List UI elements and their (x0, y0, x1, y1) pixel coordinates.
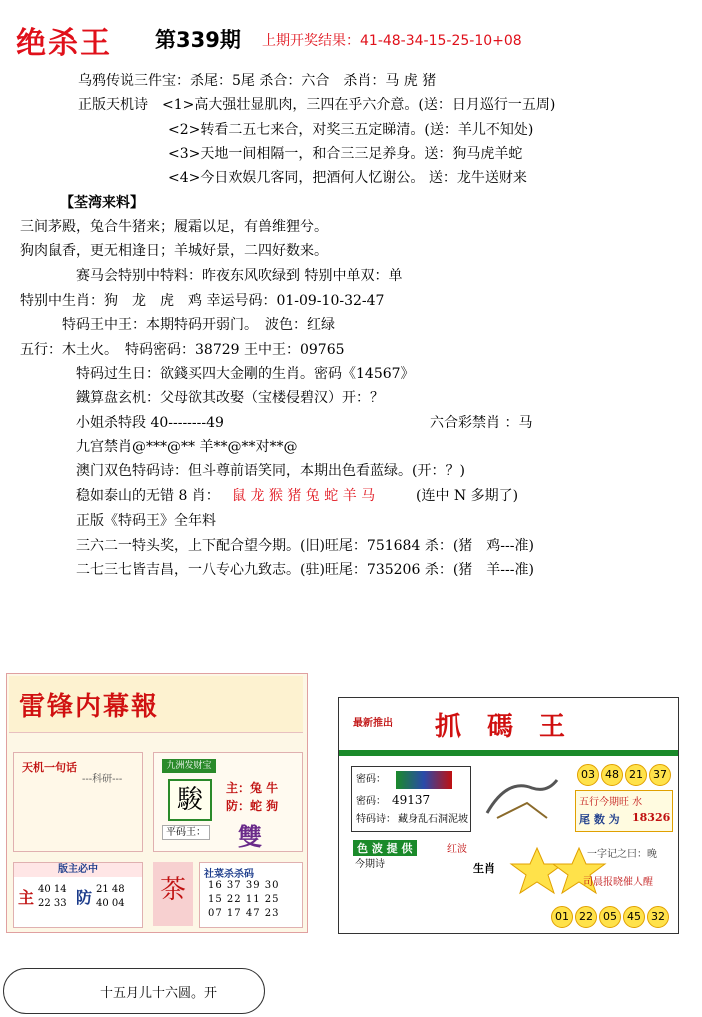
text-line: 六合彩禁肖 ：马 (430, 415, 533, 431)
tianji-box (13, 752, 143, 852)
last-result: 上期开奖结果：41-48-34-15-25-10+08 (262, 33, 522, 49)
lucky-zodiac: 鼠 龙 猴 猪 兔 蛇 羊 马 (232, 488, 376, 504)
shecai-title: 社菜杀杀码 (204, 869, 254, 880)
jiuzhou-box (153, 752, 303, 852)
text-line: 狗肉鼠香，更无相逢日；羊城好景，二四好数来。 (20, 243, 328, 259)
zhu-label: 主：兔 牛 (226, 781, 279, 795)
fang2-label: 防 (76, 888, 93, 907)
number-ball: 48 (601, 764, 623, 786)
tianji-title: 天机一句话 (22, 761, 77, 774)
color-row: 色 波 提 供 (353, 840, 417, 856)
number-ball: 32 (647, 906, 669, 928)
zhu2-label: 主 (18, 888, 35, 907)
page-title: 绝杀王 (16, 26, 112, 61)
number-ball: 22 (575, 906, 597, 928)
banzhu-title: 版主必中 (14, 863, 142, 877)
text-line: 三六二一特头奖，上下配合望今期。(旧)旺尾：751684 杀：(猪 鸡---准) (76, 538, 534, 554)
number-ball: 45 (623, 906, 645, 928)
text-line: 正版《特码王》全年料 (76, 513, 216, 529)
number-ball: 37 (649, 764, 671, 786)
horse-icon (477, 768, 567, 830)
text-line: 特别中生肖：狗 龙 虎 鸡 幸运号码：01-09-10-32-47 (20, 293, 385, 309)
jinqi-label: 今期诗 (355, 859, 385, 870)
weishu-value: 18326 (632, 811, 671, 824)
text-line: 小姐杀特段 40--------49 (76, 415, 224, 431)
banzhu-box (13, 862, 143, 928)
nums-right-row: 40 04 (96, 898, 125, 909)
si-text: 司晨报晓催人醒 (583, 877, 653, 888)
tianji-sub: ---科研--- (82, 774, 123, 785)
shecai-box (199, 862, 303, 928)
big-char: 駿 (168, 779, 212, 821)
grid-row: 07 17 47 23 (208, 908, 280, 919)
poem-value: 藏身乱石洞泥坡 (398, 814, 468, 825)
weishu-label: 尾 数 为 (579, 813, 620, 826)
card-header (9, 676, 303, 733)
issue-number: 第339期 (155, 28, 241, 52)
text-line: 二七三七皆吉昌，一八专心九致志。(驻)旺尾：735206 杀：(猪 羊---准) (76, 562, 534, 578)
text-line: 乌鸦传说三件宝：杀尾：5尾 杀合：六合 杀肖：马 虎 猪 (78, 73, 437, 89)
pingma-label: 平码王： (162, 825, 210, 840)
grid-row: 16 37 39 30 (208, 880, 280, 891)
cloud-bubble (3, 968, 265, 1014)
number-ball: 03 (577, 764, 599, 786)
text-line: 三间茅殿，兔合牛猪来；履霜以足，有兽维狸兮。 (20, 219, 328, 235)
wuxing-text: 五行今期旺 水 (579, 797, 643, 808)
nums-left-row: 22 33 (38, 898, 67, 909)
mima-value: 49137 (392, 793, 431, 807)
card-title: 雷锋内幕報 (19, 692, 160, 722)
text-line: 九宫禁肖@***@** 羊**@**对**@ (76, 439, 298, 455)
mima-label: 密码： (356, 796, 386, 807)
jiuzhou-title: 九洲发财宝 (162, 759, 216, 773)
text-line: 特码王中王：本期特码开弱门。 波色：红绿 (62, 317, 335, 333)
number-ball: 05 (599, 906, 621, 928)
shengxiao-label: 生肖 (473, 862, 495, 875)
nums-right-row: 21 48 (96, 884, 125, 895)
text-line: 特码过生日：欲錢买四大金剛的生肖。密码《14567》 (76, 366, 415, 382)
zhuama-card (338, 697, 679, 934)
text-line: 赛马会特别中特料：昨夜东风吹绿到 特别中单双：单 (76, 268, 403, 284)
cha-char: 茶 (153, 862, 193, 926)
text-line: <2>转看二五七来合，对奖三五定睇清。(送：羊儿不知处) (168, 122, 534, 138)
leifeng-card (6, 673, 308, 933)
section-heading: 【荃湾来料】 (60, 195, 144, 211)
text-line: (连中 N 多期了) (416, 488, 519, 504)
wuxing-box (575, 790, 673, 832)
text-line: <4>今日欢娱几客同，把酒何人忆谢公。 送：龙牛送财来 (168, 170, 527, 186)
text-line: 五行：木土火。 特码密码：38729 王中王：09765 (20, 342, 345, 358)
grid-row: 15 22 11 25 (208, 894, 280, 905)
number-ball: 21 (625, 764, 647, 786)
text-line: 澳门双色特码诗：但斗尊前语笑同，本期出色看蓝绿。(开：？) (76, 463, 465, 479)
color-value: 红波 (447, 844, 467, 855)
divider (339, 750, 678, 756)
nums-left-row: 40 14 (38, 884, 67, 895)
card-title: 抓 碼 王 (435, 712, 566, 742)
logo-icon (396, 771, 452, 789)
text-line: 稳如泰山的无错 8 肖： (76, 488, 220, 504)
fang-label: 防：蛇 狗 (226, 799, 279, 813)
shuang-char: 雙 (238, 822, 262, 851)
yizi-text: 一字记之曰：晚 (587, 849, 657, 860)
number-ball: 01 (551, 906, 573, 928)
cloud-text: 十五月儿十六圆。开 (100, 986, 218, 1001)
mima-label: 密码： (356, 774, 386, 785)
text-line: <3>天地一间相隔一，和合三三足养身。送：狗马虎羊蛇 (168, 146, 523, 162)
text-line: 鐵算盘玄机：父母欲其改娶（宝楼侵碧汉）开：？ (76, 390, 384, 406)
mima-box (351, 766, 471, 832)
text-line: 正版天机诗 <1>高大强壮显肌肉，三四在乎六介意。(送：日月巡行一五周) (78, 97, 556, 113)
poem-label: 特码诗： (356, 814, 396, 825)
card-tag: 最新推出 (353, 718, 393, 729)
